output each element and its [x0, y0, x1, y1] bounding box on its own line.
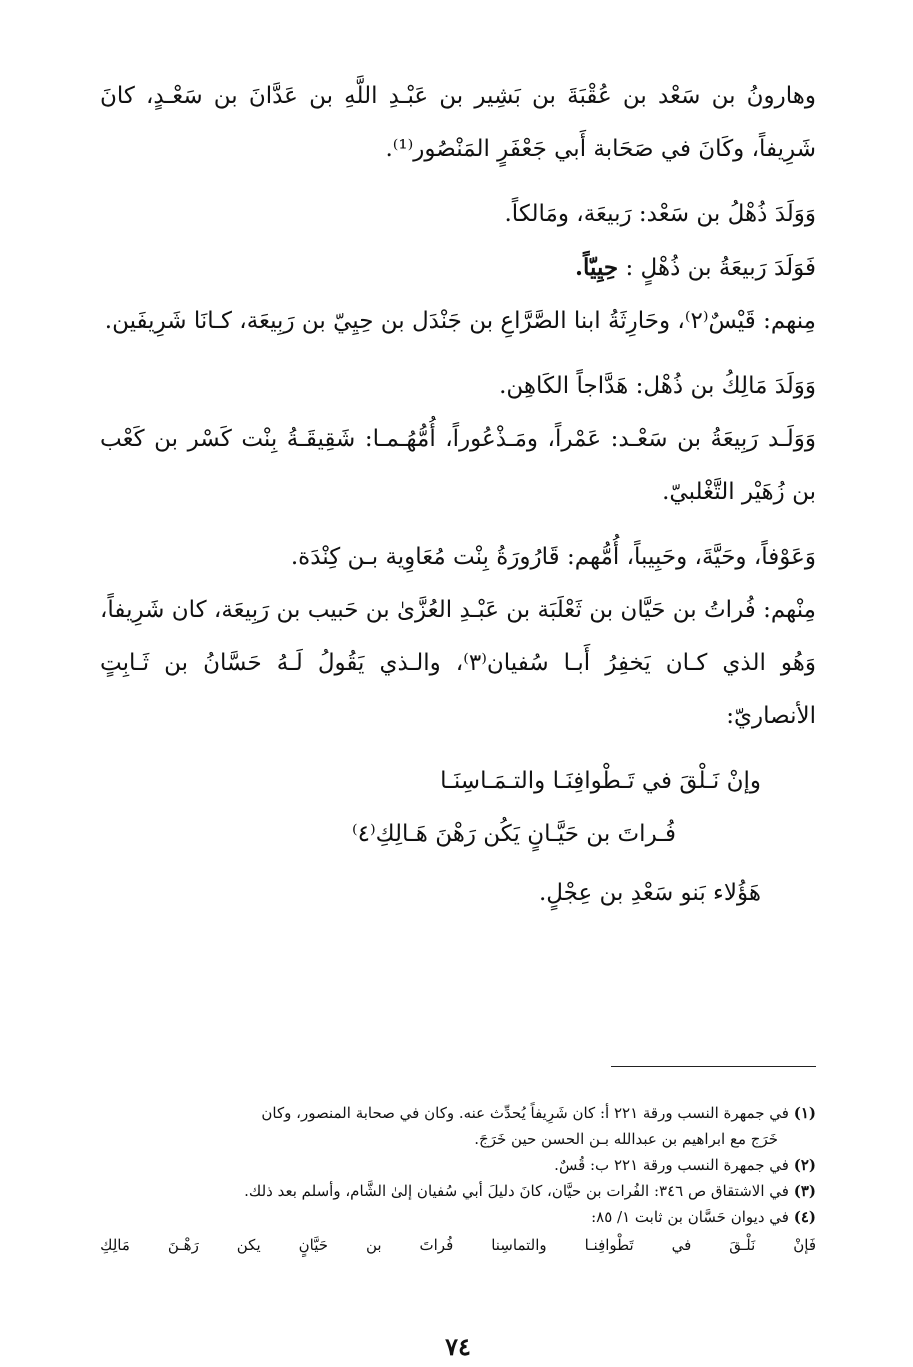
footnote-verse-word: بن — [365, 1236, 382, 1254]
footnote-1-continuation: خَرَج مع ابراهيم بن عبدالله بـن الحسن حين خَرَجَ. — [474, 1130, 778, 1148]
verse-line-2: فُـراتَ بن حَيَّـانٍ يَكُن رَهْنَ هَـالِكِ⁽٤⁾ — [351, 821, 676, 847]
paragraph-awf: وَعَوْفاً، وحَيَّةَ، وحَبِيباً، أُمُّهم: قَارُورَةُ بِنْت مُعَاوِية بـن كِنْدَة. — [290, 544, 816, 570]
footnote-verse-word: تَطْوافِنـا — [584, 1236, 634, 1254]
footnotes — [100, 1100, 816, 1258]
footnote-4-verse — [100, 1232, 816, 1258]
footnote-verse-word: رَهْـنَ — [167, 1236, 199, 1254]
footnote-1 — [100, 1100, 816, 1126]
footnote-verse-word: يكن — [236, 1236, 261, 1254]
spacer — [100, 743, 816, 755]
footnote-verse-word: حَيَّانٍ — [298, 1236, 328, 1254]
paragraph-closing: هَؤُلاء بَنو سَعْدِ بن عِجْلٍ. — [538, 880, 761, 906]
name-hiyy: حِيِيّاً. — [575, 254, 619, 281]
footnote-verse-word: فَإنْ — [793, 1236, 816, 1254]
spacer — [100, 348, 816, 360]
paragraph-rabia-prefix: فَوَلَدَ رَبيعَةُ بن ذُهْلٍ : — [618, 255, 816, 281]
spacer — [100, 176, 816, 188]
spacer — [100, 519, 816, 531]
footnote-4-number: (٤) — [793, 1208, 816, 1226]
paragraph-dhuhl-children: وَوَلَدَ ذُهْلُ بن سَعْد: رَبيعَة، ومَالكاً. — [504, 201, 816, 227]
footnote-verse-word: فُراتَ — [419, 1236, 454, 1254]
footnote-1-text: في جمهرة النسب ورقة ٢٢١ أ: كان شَرِيفاً يُحدِّث عنه. وكان في صحابة المنصور، وكان — [261, 1104, 794, 1122]
footnote-3 — [100, 1178, 816, 1204]
footnote-2 — [100, 1152, 816, 1178]
paragraph-rabia-children — [100, 241, 816, 295]
footnote-3-number: (٣) — [793, 1182, 816, 1200]
footnote-2-text: في جمهرة النسب ورقة ٢٢١ ب: قُسٌ. — [554, 1156, 794, 1174]
page-number: ٧٤ — [445, 1332, 471, 1361]
paragraph-furat: مِنْهم: فُراتُ بن حَيَّان بن ثَعْلَبَة بن عَبْـدِ العُزَّىٰ بن حَبيب بن رَبِيعَة، كان شَرِيفاً، وَهُو الذي كـان يَخفِرُ أَبـا سُفيان⁽٣⁾، والـذي يَقُولُ لَـهُ حَسَّانُ بن ثَـابِتٍ الأنصاريّ: — [100, 597, 816, 729]
footnote-verse-word: في — [671, 1236, 692, 1254]
footnote-2-number: (٢) — [793, 1156, 816, 1174]
footnote-4 — [100, 1204, 816, 1230]
document-page — [100, 70, 816, 1360]
footnote-verse-word: نَلْـقَ — [729, 1236, 756, 1254]
paragraph-haroun: وهارونُ بن سَعْد بن عُقْبَةَ بن بَشِير بن عَبْـدِ اللَّهِ بن عَدَّانَ بن سَعْـدٍ، كانَ شَرِيفاً، وكَانَ في صَحَابة أَبي جَعْفَرٍ المَنْصُور⁽¹⁾. — [100, 83, 816, 162]
footnote-verse-word: والتماسِنا — [491, 1236, 547, 1254]
footnote-verse-word: مَالِكِ — [100, 1236, 130, 1254]
verse-line-1: وإنْ نَـلْقَ في تَـطْوافِنَـا والتـمَـاسِنَـا — [440, 768, 761, 794]
footnote-1-number: (١) — [793, 1104, 816, 1122]
paragraph-rabia-ibn-sad: وَوَلَـد رَبِيعَةُ بن سَعْـد: عَمْراً، ومَـذْعُوراً، أُمُّهُـمـا: شَقِيقَـةُ بِنْت كَسْر بن كَعْب بن زُهَيْر التَّغْلبيّ. — [100, 426, 816, 505]
footnote-4-text: في ديوان حَسَّان بن ثابت ١/ ٨٥: — [591, 1208, 794, 1226]
footnote-3-text: في الاشتقاق ص ٣٤٦: الفُرات بن حيَّان، كانَ دليلَ أبي سُفيان إلىٰ الشَّام، وأسلم بعد ذلك. — [244, 1182, 794, 1200]
paragraph-qays: مِنهم: قَيْسٌ⁽٢⁾، وحَارِثَةُ ابنا الصَّرَّاعِ بن جَنْدَل بن حِيِيّ بن رَبِيعَة، كـانَا شَرِيفَين. — [104, 308, 816, 334]
footnote-divider — [611, 1066, 816, 1067]
paragraph-malik-children: وَوَلَدَ مَالِكُ بن ذُهْل: هَدَّاجاً الكَاهِن. — [499, 373, 816, 399]
